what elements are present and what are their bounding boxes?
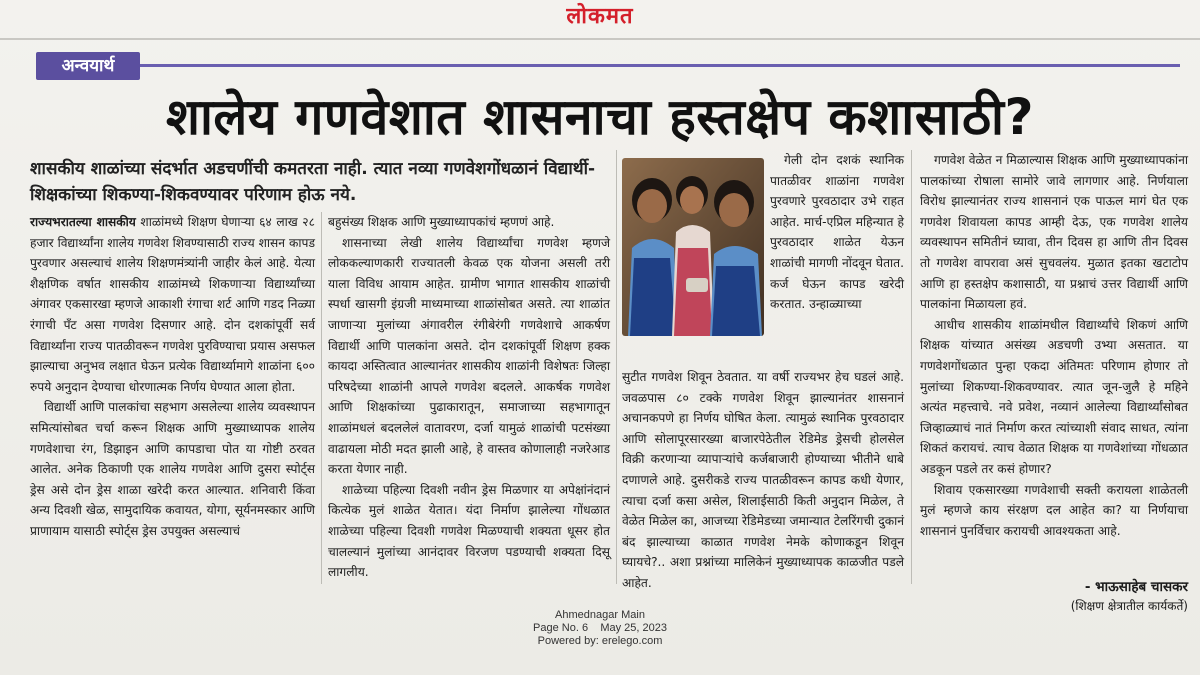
article-column-3-bottom: सुटीत गणवेश शिवून ठेवतात. या वर्षी राज्यभर हेच घडलं आहे. जवळपास ८० टक्के गणवेश शिवून झाल्यानंतर शासनानं अचानकपणे हा निर्णय घोषित केला. त्यामुळं स्थानिक पुरवठादार आणि सोलापूरसारख्या बाजारपेठेतील रेडिमेड ड्रेसची होलसेल विक्री करणाऱ्या व्यापाऱ्यांचे कर्जबाजारी होण्याच्या भीतीने धाबे दणाणले आहे. दुसरीकडे राज्य पातळीवरून कापड कधी येणार, त्याचा दर्जा कसा असेल, शिलाईसाठी किती अनुदान मिळेल, ते वेळेत मिळेल का, आजच्या रेडिमेडच्या जमान्यात टेलरिंगची दुकानं बंद झाल्याच्या काळात गणवेश नेमके कोणाकडून शिवून घ्यायचे?.. अशा प्रश्नांच्या मालिकेनं मुख्याध्यापक काळजीत पडले आहेत.	[622, 370, 904, 590]
schoolchildren-photo-icon	[622, 158, 764, 336]
masthead-divider	[0, 38, 1200, 40]
column-4-paragraph-3: शिवाय एकसारख्या गणवेशाची सक्ती करायला शाळेतली मुलं म्हणजे काय संरक्षण दल आहेत का? या निर्णयाचा शासनानं पुनर्विचार करायची आवश्यकता आहे.	[920, 482, 1188, 538]
column-1-paragraph-1-text: शाळांमध्ये शिक्षण घेणाऱ्या ६४ लाख २८ हजार विद्यार्थ्यांना शालेय गणवेश शिवण्यासाठी राज्य शासन कापड पुरवणार असल्याचं शालेय शिक्षणमंत्र्यांनी जाहीर केलं आहे. येत्या शैक्षणिक वर्षात शासकीय शाळांमध्ये शिकणाऱ्या विद्यार्थ्यांच्या अंगावर एकसारखा म्हणजे आकाशी रंगाचा शर्ट आणि गडद निळ्या रंगाची पँट असा गणवेश दिसणार आहे. दोन दशकांपूर्वी सर्व विद्यार्थ्यांना राज्य पातळीवरून गणवेश पुरविण्याचा प्रयास असफल झाल्याचा अनुभव लक्षात घेऊन प्रत्येक विद्यार्थ्यामागे शाळांना ६०० रुपये अनुदान देण्याचा धोरणात्मक निर्णय घेण्यात आला होता.	[30, 215, 315, 394]
lead-words: राज्यभरातल्या शासकीय	[30, 215, 136, 229]
column-divider	[321, 212, 322, 584]
article-column-2	[328, 212, 610, 583]
column-1-paragraph-2: विद्यार्थी आणि पालकांचा सहभाग असलेल्या शालेय व्यवस्थापन समित्यांसोबत चर्चा करून शिक्षक आणि मुख्याध्यापक शालेय गणवेशाचा रंग, डिझाइन आणि कापडाचा पोत या गोष्टी ठरवत आलेत. अनेक ठिकाणी एक शालेय गणवेश आणि दुसरा स्पोर्ट्स ड्रेस असे दोन ड्रेस शाळा खरेदी करत आल्यात. शनिवारी किंवा अन्य दिवशी खेळ, सामुदायिक कवायत, योगा, सूर्यनमस्कार आणि प्राणायाम यासाठी स्पोर्ट्स ड्रेस उपयुक्त असल्याचं	[30, 400, 315, 538]
column-1-paragraph-1	[30, 212, 315, 397]
lokmat-logo: लोकमत	[566, 3, 634, 29]
column-4-paragraph-2: आधीच शासकीय शाळांमधील विद्यार्थ्यांचे शिकणं आणि शिक्षक यांच्यात असंख्य अडचणी उभ्या असतात. या गणवेशगोंधळात पुन्हा एकदा अंतिमतः परिणाम होणार तो मुलांच्या शिकण्या-शिकवण्यावर. त्यात जून-जुलै हे महिने अत्यंत महत्त्वाचे. नवे प्रवेश, नव्यानं आलेल्या विद्यार्थ्यांसोबत जिव्हाळ्याचं नातं निर्माण करत त्यांच्याशी संवाद साधत, त्यांना शिकतं करायचं. त्याच वेळात शिक्षक या गणवेशांच्या गोंधळात अडकून पडले तर कसं होणार?	[920, 317, 1188, 476]
article-column-3-top: गेली दोन दशकं स्थानिक पातळीवर शाळांना गणवेश पुरवणारे पुरवठादार उभे राहत आहेत. मार्च-एप्रिल महिन्यात हे पुरवठादार शाळेत येऊन शाळांची मागणी नोंदवून घेतात. कर्ज घेऊन कापड खरेदी करतात. उन्हाळ्याच्या	[770, 153, 904, 312]
author-role: (शिक्षण क्षेत्रातील कार्यकर्ते)	[1070, 599, 1188, 613]
column-4-paragraph-1: गणवेश वेळेत न मिळाल्यास शिक्षक आणि मुख्याध्यापकांना पालकांच्या रोषाला सामोरे जावे लागणार आहे. निर्णयाला विरोध झाल्यानंतर राज्य शासनानं एक पाऊल मागं घेत एक गणवेश शिवायला कापड आम्ही देऊ, एक गणवेश शालेय व्यवस्थापन समितीनं घ्यावा, तीन दिवस हा आणि तीन दिवस तो गणवेश वापरावा असं सुचवलंय. मुळात इतका खटाटोप आणि हा हस्तक्षेप कशासाठी, या प्रश्नाचं उत्तर विद्यार्थी आणि पालकांना मिळायला हवं.	[920, 153, 1188, 312]
schoolchildren-photo	[622, 158, 764, 336]
author-name: - भाऊसाहेब चासकर	[1084, 579, 1188, 595]
column-2-paragraph-3: शाळेच्या पहिल्या दिवशी नवीन ड्रेस मिळणार या अपेक्षांनंदानं कित्येक मुलं शाळेत येतात। यंदा निर्माण झालेल्या गोंधळात शाळेच्या पहिल्या दिवशी गणवेश मिळण्याची शक्यता धूसर होत चालल्यानं मुलांच्या आनंदावर विरजण पडण्याची शक्यता दिसू लागलीय.	[328, 482, 610, 580]
section-tag: अन्वयार्थ	[36, 52, 140, 80]
column-divider	[911, 150, 912, 584]
page-footer	[480, 609, 720, 648]
column-2-paragraph-1: बहुसंख्य शिक्षक आणि मुख्याध्यापकांचं म्हणणं आहे.	[328, 215, 555, 229]
page-number: Page No. 6	[533, 622, 589, 634]
article-headline: शालेय गणवेशात शासनाचा हस्तक्षेप कशासाठी?	[165, 88, 1035, 146]
section-rule	[140, 64, 1180, 67]
column-divider	[616, 150, 617, 584]
edition-name: Ahmednagar Main	[555, 609, 645, 621]
column-2-paragraph-2: शासनाच्या लेखी शालेय विद्यार्थ्यांचा गणवेश म्हणजे लोककल्याणकारी राज्यातली केवळ एक योजना असली तरी याला विविध आयाम आहेत. ग्रामीण भागात शासकीय शाळांची स्पर्धा खासगी इंग्रजी माध्यमाच्या शाळांसोबत असते. त्या शाळांत जाणाऱ्या मुलांच्या अंगावरील रंगीबेरंगी गणवेशाचे आकर्षण विद्यार्थी आणि पालकांना असते. दोन दशकांपूर्वी शिक्षण हक्क कायदा अस्तित्वात आल्यानंतर शासकीय शाळांनी विशेषतः जिल्हा परिषदेच्या शाळांनी आपले गणवेश बदलले. आकर्षक गणवेश आणि शिक्षकांच्या पुढाकारातून, समाजाच्या सहभागातून शाळांमधलं बदललेलं वातावरण, दर्जा यामुळं शाळांची पटसंख्या वाढायला मोठी मदत झाली आहे, हे वास्तव कोणालाही नजरेआड करता येणार नाही.	[328, 235, 610, 477]
page-info	[480, 622, 720, 635]
powered-by[interactable]: Powered by: erelego.com	[537, 635, 663, 647]
article-deck: शासकीय शाळांच्या संदर्भात अडचणींची कमतरता नाही. त्यात नव्या गणवेशगोंधळानं विद्यार्थी-शिक्षकांच्या शिकण्या-शिकवण्यावर परिणाम होऊ नये.	[30, 159, 596, 205]
publish-date: May 25, 2023	[600, 622, 667, 634]
article-column-4	[920, 150, 1188, 541]
article-column-1	[30, 212, 315, 542]
masthead	[0, 0, 1200, 34]
